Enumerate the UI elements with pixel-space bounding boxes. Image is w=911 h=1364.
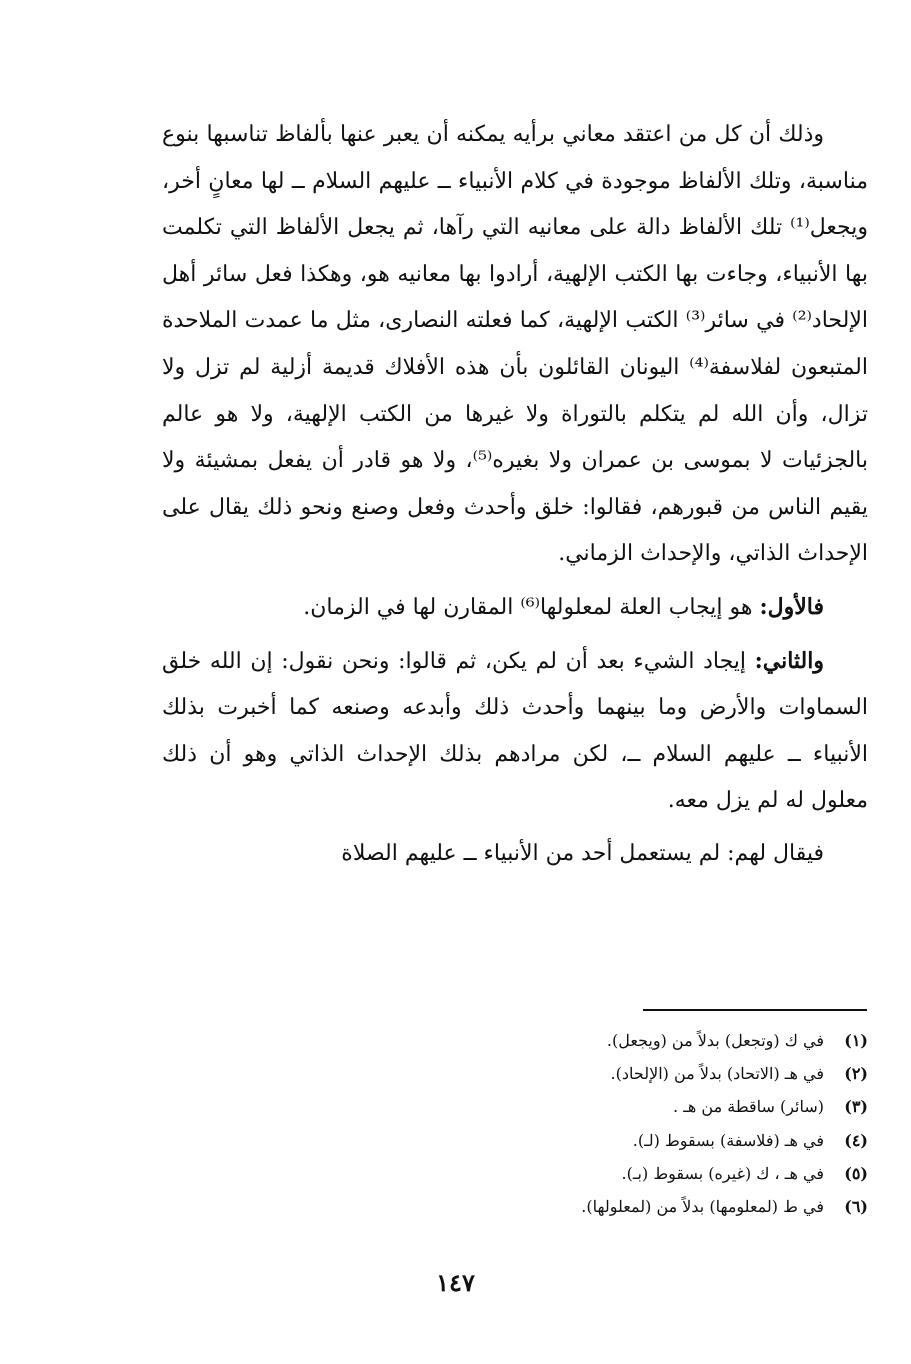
paragraph: فيقال لهم: لم يستعمل أحد من الأنبياء ــ عليهم الصلاة (341, 840, 824, 866)
paragraph-text: هو إيجاب العلة لمعلولها⁽⁶⁾ المقارن لها في الزمان. (303, 594, 760, 620)
footnote-text: في هـ (فلاسفة) بسقوط (لـ). (632, 1130, 824, 1150)
footnote-text: في ك (وتجعل) بدلاً من (ويجعل). (606, 1031, 824, 1050)
footnote-text: في هـ (الاتحاد) بدلاً من (الإلحاد). (610, 1064, 824, 1084)
footnotes (300, 1024, 868, 1223)
footnote (300, 1190, 868, 1223)
footnote-text: في هـ ، ك (غيره) بسقوط (بـ). (621, 1163, 824, 1183)
footnote-number: (٦) (844, 1197, 868, 1217)
footnote-number: (٥) (844, 1163, 868, 1183)
footnote-number: (٣) (844, 1097, 868, 1117)
footnote-text: في ط (لمعلومها) بدلاً من (لمعلولها). (581, 1197, 824, 1217)
footnote-number: (٤) (844, 1130, 868, 1150)
footnote-number: (٢) (844, 1064, 868, 1084)
page-number: ١٤٧ (436, 1268, 475, 1297)
paragraph: وذلك أن كل من اعتقد معاني برأيه يمكنه أن يعبر عنها بألفاظ تناسبها بنوع مناسبة، وتلك الألفاظ موجودة في كلام الأنبياء ــ عليهم السلام ــ لها معانٍ أخر، ويجعل⁽¹⁾ تلك الألفاظ دالة على معانيه التي رآها، ثم يجعل الألفاظ التي تكلمت بها الأنبياء، وجاءت بها الكتب الإلهية، أرادوا بها معانيه هو، وهكذا فعل سائر أهل الإلحاد⁽²⁾ في سائر⁽³⁾ الكتب الإلهية، كما فعلته النصارى، مثل ما عمدت الملاحدة المتبعون لفلاسفة⁽⁴⁾ اليونان القائلون بأن هذه الأفلاك قديمة أزلية لم تزل ولا تزال، وأن الله لم يتكلم بالتوراة ولا غيرها من الكتب الإلهية، ولا هو عالم بالجزئيات لا بموسى بن عمران ولا بغيره⁽⁵⁾، ولا هو قادر أن يفعل بمشيئة ولا يقيم الناس من قبورهم، فقالوا: خلق وأحدث وفعل وصنع ونحو ذلك يقال على الإحداث الذاتي، والإحداث الزماني. (162, 122, 868, 567)
main-text (162, 112, 868, 878)
footnote-number: (١) (844, 1031, 868, 1050)
paragraph-text: إيجاد الشيء بعد أن لم يكن، ثم قالوا: ونحن نقول: إن الله خلق السماوات والأرض وما بينهما وأحدث ذلك وأبدعه وصنعه كما أخبرت بذلك الأنبياء ــ عليهم السلام ــ، لكن مرادهم بذلك الإحداث الذاتي وهو أن ذلك معلول له لم يزل معه. (162, 648, 868, 814)
footnote (300, 1057, 868, 1090)
paragraph (162, 584, 868, 632)
footnote (300, 1124, 868, 1157)
term-second: والثاني: (754, 647, 824, 674)
term-first: فالأول: (759, 593, 824, 620)
footnote-divider (643, 1009, 867, 1011)
footnote-text: (سائر) ساقطة من هـ . (673, 1097, 824, 1117)
paragraph (162, 638, 868, 825)
footnote (300, 1157, 868, 1190)
footnote (300, 1090, 868, 1123)
footnote (300, 1024, 868, 1057)
